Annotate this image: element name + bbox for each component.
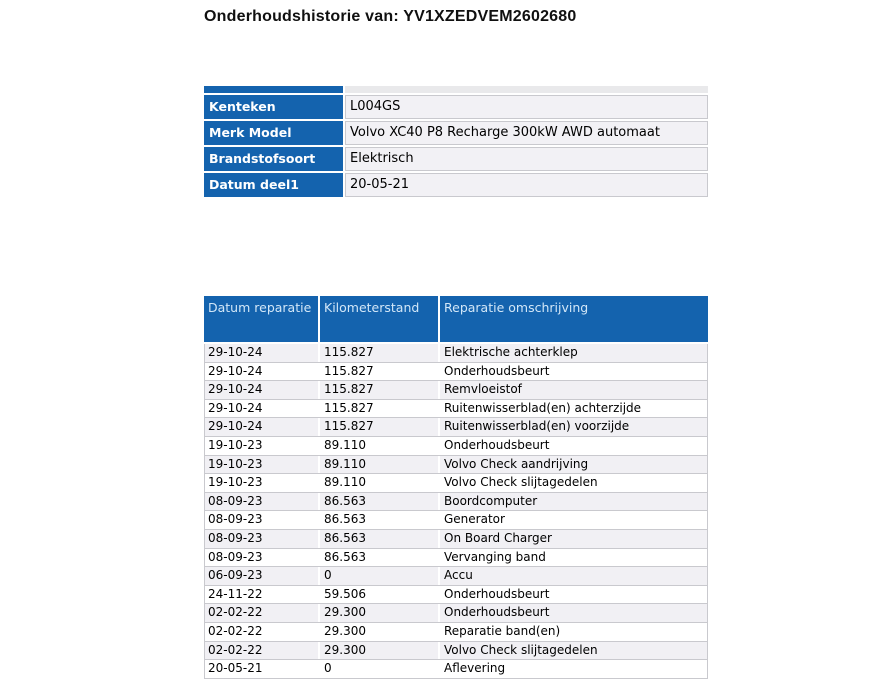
repair-description-cell: Elektrische achterklep: [440, 344, 708, 362]
odometer-cell: 115.827: [320, 400, 438, 418]
vehicle-info-label: Datum deel1: [204, 173, 343, 197]
repair-date-cell: 06-09-23: [204, 567, 318, 585]
vehicle-info-rows: [204, 95, 708, 197]
odometer-cell: 29.300: [320, 604, 438, 622]
odometer-cell: 86.563: [320, 511, 438, 529]
repair-description-cell: Ruitenwisserblad(en) voorzijde: [440, 418, 708, 436]
odometer-cell: 0: [320, 660, 438, 678]
repair-date-cell: 08-09-23: [204, 549, 318, 567]
vehicle-info-value: Elektrisch: [345, 147, 708, 171]
repair-description-cell: On Board Charger: [440, 530, 708, 548]
maintenance-table-body: [204, 344, 708, 679]
odometer-cell: 86.563: [320, 530, 438, 548]
odometer-cell: 86.563: [320, 549, 438, 567]
repair-date-cell: 02-02-22: [204, 642, 318, 660]
repair-date-cell: 08-09-23: [204, 530, 318, 548]
table-row: [204, 381, 708, 400]
vehicle-info-value: Volvo XC40 P8 Recharge 300kW AWD automaat: [345, 121, 708, 145]
vehicle-info-row: [204, 173, 708, 197]
repair-date-cell: 29-10-24: [204, 418, 318, 436]
repair-description-cell: Onderhoudsbeurt: [440, 437, 708, 455]
odometer-cell: 86.563: [320, 493, 438, 511]
odometer-cell: 89.110: [320, 456, 438, 474]
repair-description-cell: Volvo Check slijtagedelen: [440, 642, 708, 660]
column-header: Reparatie omschrijving: [440, 296, 708, 342]
table-row: [204, 474, 708, 493]
repair-date-cell: 29-10-24: [204, 363, 318, 381]
table-row: [204, 400, 708, 419]
maintenance-table-header: [204, 296, 708, 342]
repair-description-cell: Volvo Check slijtagedelen: [440, 474, 708, 492]
repair-description-cell: Reparatie band(en): [440, 623, 708, 641]
page-title: Onderhoudshistorie van: YV1XZEDVEM2602680: [204, 8, 577, 25]
vehicle-info-cap-row: [204, 86, 708, 93]
column-header: Datum reparatie: [204, 296, 318, 342]
repair-description-cell: Onderhoudsbeurt: [440, 604, 708, 622]
table-row: [204, 549, 708, 568]
repair-date-cell: 08-09-23: [204, 511, 318, 529]
repair-description-cell: Generator: [440, 511, 708, 529]
odometer-cell: 89.110: [320, 437, 438, 455]
repair-description-cell: Remvloeistof: [440, 381, 708, 399]
table-row: [204, 437, 708, 456]
vehicle-info-value: 20-05-21: [345, 173, 708, 197]
repair-date-cell: 20-05-21: [204, 660, 318, 678]
table-row: [204, 418, 708, 437]
table-row: [204, 344, 708, 363]
repair-description-cell: Accu: [440, 567, 708, 585]
table-row: [204, 530, 708, 549]
odometer-cell: 115.827: [320, 344, 438, 362]
odometer-cell: 29.300: [320, 642, 438, 660]
odometer-cell: 0: [320, 567, 438, 585]
vehicle-info-cap-value: [345, 86, 708, 93]
table-row: [204, 493, 708, 512]
repair-description-cell: Onderhoudsbeurt: [440, 363, 708, 381]
odometer-cell: 115.827: [320, 381, 438, 399]
vehicle-info-label: Merk Model: [204, 121, 343, 145]
repair-description-cell: Ruitenwisserblad(en) achterzijde: [440, 400, 708, 418]
odometer-cell: 89.110: [320, 474, 438, 492]
repair-description-cell: Vervanging band: [440, 549, 708, 567]
odometer-cell: 59.506: [320, 586, 438, 604]
table-row: [204, 642, 708, 661]
repair-description-cell: Onderhoudsbeurt: [440, 586, 708, 604]
repair-date-cell: 02-02-22: [204, 604, 318, 622]
repair-date-cell: 19-10-23: [204, 437, 318, 455]
repair-date-cell: 29-10-24: [204, 344, 318, 362]
maintenance-history-table: [204, 296, 708, 679]
vehicle-info-cap-label: [204, 86, 343, 93]
odometer-cell: 115.827: [320, 363, 438, 381]
vehicle-info-table: [204, 86, 708, 199]
odometer-cell: 115.827: [320, 418, 438, 436]
odometer-cell: 29.300: [320, 623, 438, 641]
table-row: [204, 456, 708, 475]
repair-description-cell: Aflevering: [440, 660, 708, 678]
vehicle-info-row: [204, 95, 708, 119]
repair-date-cell: 29-10-24: [204, 400, 318, 418]
repair-date-cell: 24-11-22: [204, 586, 318, 604]
column-header: Kilometerstand: [320, 296, 438, 342]
vehicle-info-label: Kenteken: [204, 95, 343, 119]
table-row: [204, 511, 708, 530]
vehicle-info-value: L004GS: [345, 95, 708, 119]
table-row: [204, 623, 708, 642]
vehicle-info-row: [204, 121, 708, 145]
repair-date-cell: 19-10-23: [204, 474, 318, 492]
table-row: [204, 586, 708, 605]
repair-description-cell: Volvo Check aandrijving: [440, 456, 708, 474]
table-row: [204, 567, 708, 586]
vehicle-info-label: Brandstofsoort: [204, 147, 343, 171]
repair-date-cell: 08-09-23: [204, 493, 318, 511]
table-row: [204, 363, 708, 382]
vehicle-info-row: [204, 147, 708, 171]
repair-date-cell: 29-10-24: [204, 381, 318, 399]
repair-date-cell: 02-02-22: [204, 623, 318, 641]
repair-description-cell: Boordcomputer: [440, 493, 708, 511]
table-row: [204, 660, 708, 679]
table-row: [204, 604, 708, 623]
repair-date-cell: 19-10-23: [204, 456, 318, 474]
